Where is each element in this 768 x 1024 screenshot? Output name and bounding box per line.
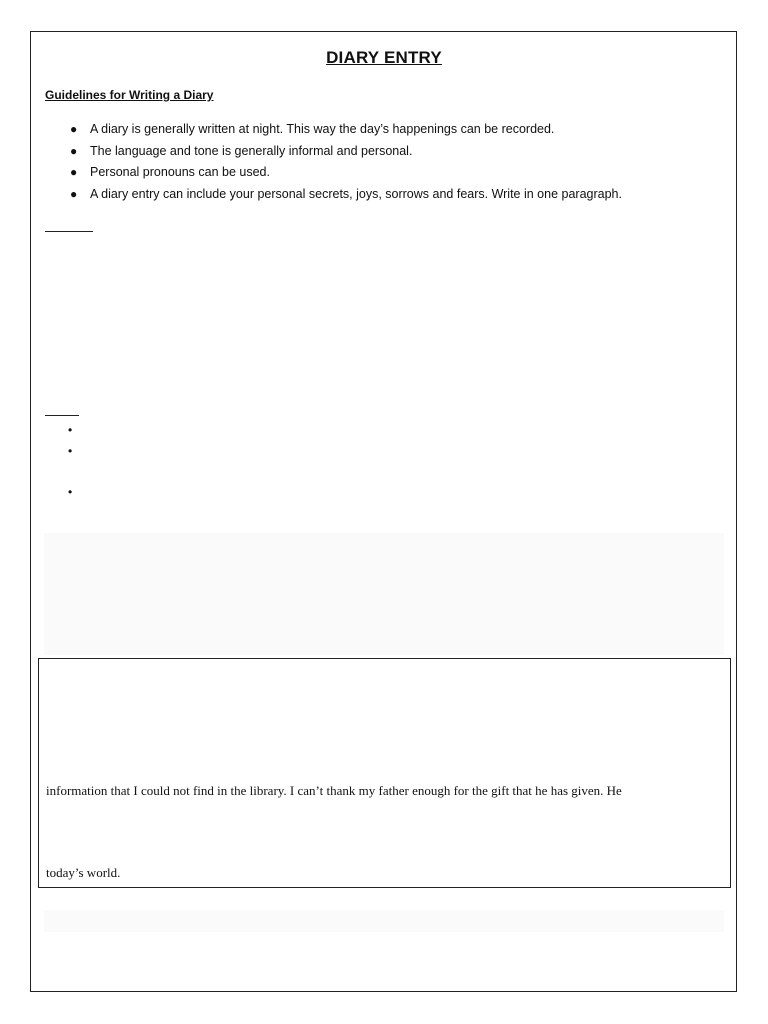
- guideline-item: [70, 141, 622, 163]
- shaded-area: [44, 910, 724, 932]
- guideline-text: A diary entry can include your personal secrets, joys, sorrows and fears. Write in one paragraph.: [90, 186, 622, 201]
- section-underline: [45, 415, 79, 416]
- bullet-icon: ●: [70, 143, 78, 158]
- guidelines-heading: Guidelines for Writing a Diary: [45, 88, 214, 102]
- bullet-icon: ●: [70, 186, 78, 201]
- shaded-area: [44, 533, 724, 655]
- guideline-item: [70, 162, 622, 184]
- guideline-item: [70, 119, 622, 141]
- section-underline: [45, 231, 93, 232]
- sample-entry-box: [38, 658, 731, 888]
- document-title: DIARY ENTRY: [326, 48, 442, 67]
- guideline-item: [70, 184, 622, 206]
- sample-entry-line: today’s world.: [46, 865, 121, 880]
- guideline-text: The language and tone is generally informal and personal.: [90, 143, 413, 158]
- bullet-icon: ●: [70, 122, 78, 136]
- guideline-text: Personal pronouns can be used.: [90, 165, 270, 179]
- bullet-icon: ●: [70, 165, 78, 179]
- empty-bullet-icon: •: [68, 423, 73, 437]
- guideline-text: A diary is generally written at night. This way the day’s happenings can be recorded.: [90, 122, 555, 136]
- empty-bullet-icon: •: [68, 485, 73, 499]
- sample-entry-line: information that I could not find in the library. I can’t thank my father enough for the gift that he has given. He: [46, 783, 622, 798]
- guidelines-list: [70, 119, 622, 205]
- empty-bullet-icon: •: [68, 444, 73, 458]
